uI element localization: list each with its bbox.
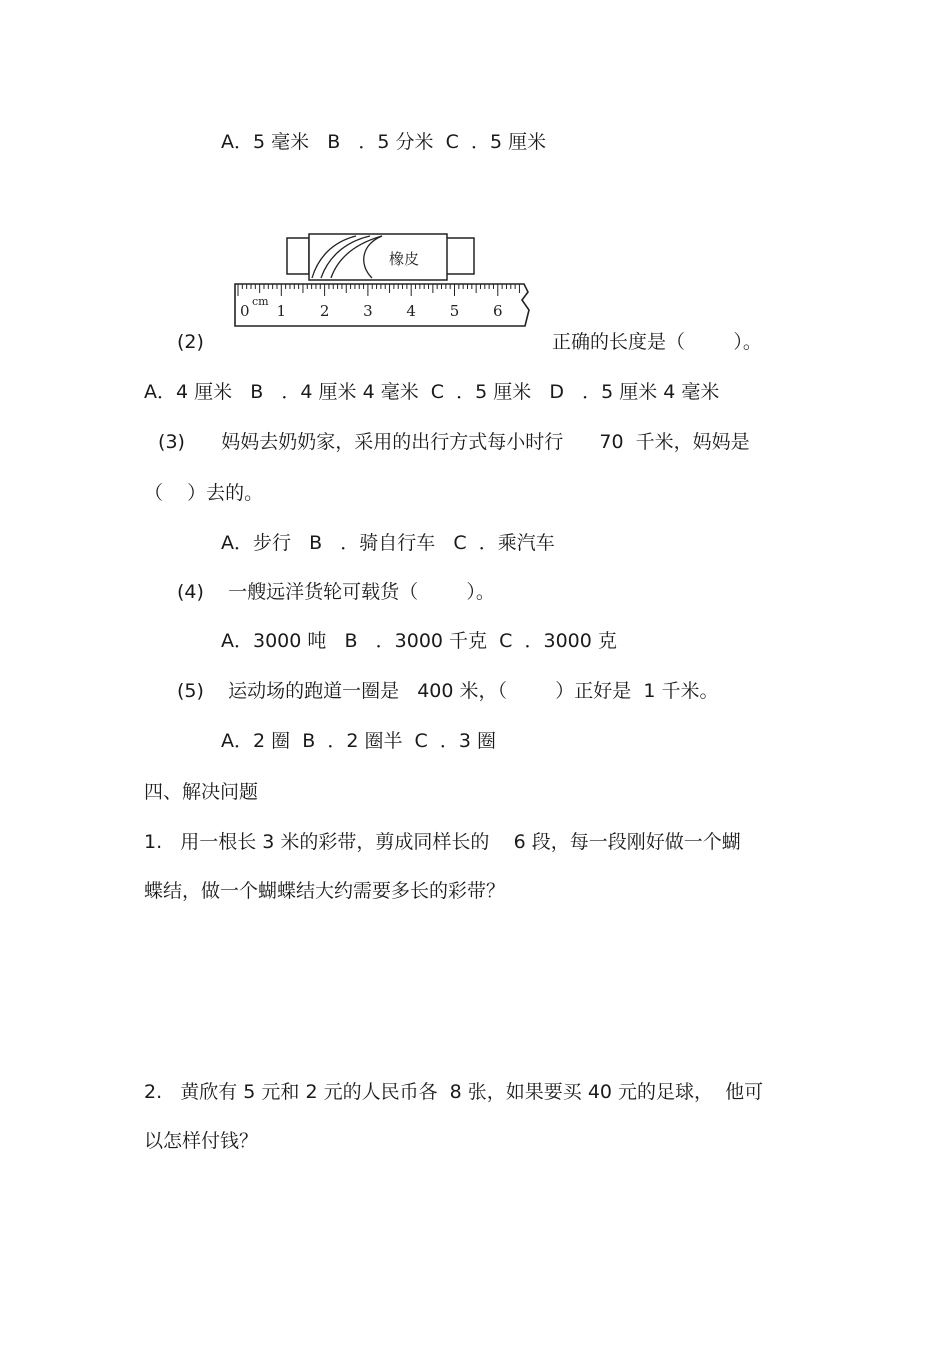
q2-options: A．4 厘米 B ．4 厘米 4 毫米 C ．5 厘米 D ．5 厘米 4 毫米 xyxy=(144,381,720,403)
ruler-eraser-drawing xyxy=(232,232,534,332)
ruler-number: 2 xyxy=(319,302,330,320)
eraser-body xyxy=(309,234,447,280)
ruler-eraser-figure xyxy=(232,232,534,332)
section4-heading: 四、解决问题 xyxy=(144,781,259,803)
problem1-line1: 1. 用一根长 3 米的彩带，剪成同样长的 6 段，每一段刚好做一个蝴 xyxy=(144,831,741,853)
problem1-line2: 蝶结，做一个蝴蝶结大约需要多长的彩带？ xyxy=(144,880,506,902)
ruler-number: 4 xyxy=(406,302,416,320)
problem2-line2: 以怎样付钱？ xyxy=(144,1130,259,1152)
q3-line1: (3) 妈妈去奶奶家，采用的出行方式每小时行 70 千米，妈妈是 xyxy=(152,431,750,453)
q3-line2: （ ）去的。 xyxy=(144,482,264,504)
q2-number: (2) xyxy=(177,331,204,353)
q5-options: A．2 圈 B ．2 圈半 C ．3 圈 xyxy=(221,730,496,752)
ruler-unit-label: cm xyxy=(252,295,269,308)
q4-stem: (4) 一艘远洋货轮可载货（ ）。 xyxy=(177,581,495,603)
q2-stem: 正确的长度是（ ）。 xyxy=(552,331,762,353)
ruler-number: 1 xyxy=(276,302,287,320)
q3-options: A．步行 B ．骑自行车 C ．乘汽车 xyxy=(221,532,555,554)
eraser-label: 橡皮 xyxy=(388,250,420,268)
ruler-number: 6 xyxy=(493,302,503,320)
q5-stem: (5) 运动场的跑道一圈是 400 米，（ ）正好是 1 千米。 xyxy=(177,680,719,702)
q4-options: A．3000 吨 B ．3000 千克 C ．3000 克 xyxy=(221,630,617,652)
ruler-number: 5 xyxy=(449,302,460,320)
ruler-number: 3 xyxy=(363,302,373,320)
problem2-line1: 2. 黄欣有 5 元和 2 元的人民币各 8 张，如果要买 40 元的足球， 他可 xyxy=(144,1081,764,1103)
eraser-end-left xyxy=(287,238,309,274)
eraser-end-right xyxy=(446,238,474,274)
ruler-number: 0 xyxy=(240,302,250,320)
q1-options: A．5 毫米 B ．5 分米 C ．5 厘米 xyxy=(221,131,547,153)
